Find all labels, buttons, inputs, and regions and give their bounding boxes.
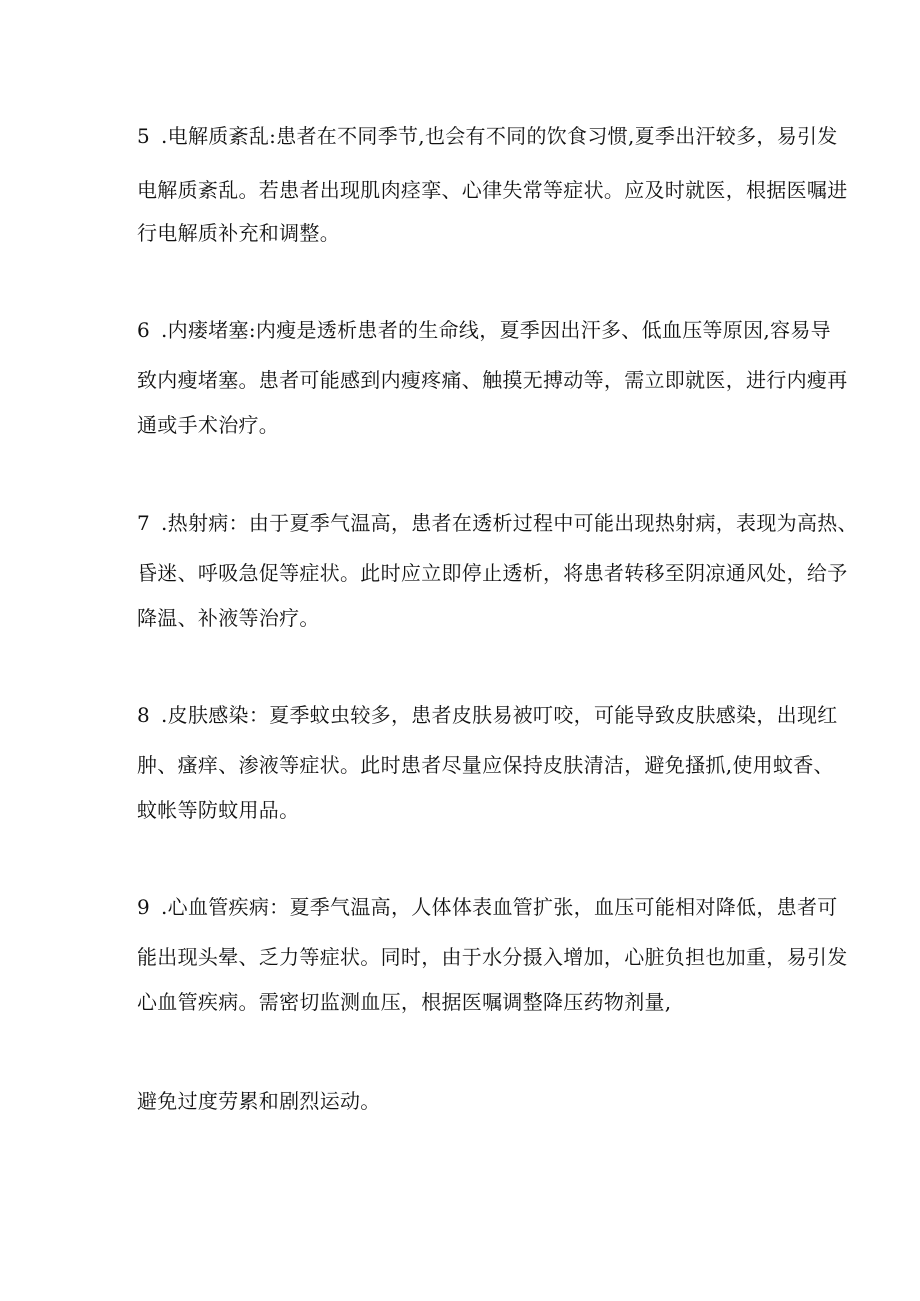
paragraph-5-text-1: .电解质紊乱:患者在不同季节,也会有不同的饮食习惯,夏季出汗较多，易引发 bbox=[161, 124, 838, 148]
paragraph-7-number: 7 bbox=[137, 511, 151, 535]
paragraph-6-line-2: 致内瘦堵塞。患者可能感到内瘦疼痛、触摸无搏动等，需立即就医，进行内瘦再 bbox=[137, 368, 848, 392]
paragraph-7-line-1 bbox=[137, 511, 858, 535]
paragraph-9-line-1 bbox=[137, 895, 838, 919]
paragraph-9-number: 9 bbox=[137, 895, 151, 919]
trailing-line: 避免过度劳累和剧烈运动。 bbox=[137, 1089, 381, 1113]
paragraph-9-line-2: 能出现头晕、乏力等症状。同时，由于水分摄入增加，心脏负担也加重，易引发 bbox=[137, 945, 848, 969]
paragraph-8-line-2: 肿、瘙痒、渗液等症状。此时患者尽量应保持皮肤清洁，避免搔抓,使用蚊香、 bbox=[137, 753, 834, 777]
paragraph-8-line-1 bbox=[137, 703, 838, 727]
paragraph-7-line-3: 降温、补液等治疗。 bbox=[137, 606, 320, 630]
paragraph-8-text-1: .皮肤感染：夏季蚊虫较多，患者皮肤易被叮咬，可能导致皮肤感染，出现红 bbox=[161, 703, 838, 727]
paragraph-6-number: 6 bbox=[137, 318, 151, 342]
paragraph-6-line-1 bbox=[137, 318, 831, 342]
paragraph-8-line-3: 蚊帐等防蚊用品。 bbox=[137, 798, 300, 822]
paragraph-5-number: 5 bbox=[137, 124, 151, 148]
paragraph-9-text-1: .心血管疾病：夏季气温高，人体体表血管扩张，血压可能相对降低，患者可 bbox=[161, 895, 838, 919]
paragraph-5-line-2: 电解质紊乱。若患者出现肌肉痉挛、心律失常等症状。应及时就医，根据医嘱进 bbox=[137, 178, 848, 202]
paragraph-6-text-1: .内瘘堵塞:内瘦是透析患者的生命线，夏季因出汗多、低血压等原因,容易导 bbox=[161, 318, 831, 342]
paragraph-7-line-2: 昏迷、呼吸急促等症状。此时应立即停止透析，将患者转移至阴凉通风处，给予 bbox=[137, 561, 848, 585]
paragraph-7-text-1: .热射病：由于夏季气温高，患者在透析过程中可能出现热射病，表现为高热、 bbox=[161, 511, 858, 535]
paragraph-5-line-1 bbox=[137, 124, 838, 148]
paragraph-6-line-3: 通或手术治疗。 bbox=[137, 413, 280, 437]
paragraph-9-line-3: 心血管疾病。需密切监测血压，根据医嘱调整降压药物剂量, bbox=[137, 990, 672, 1014]
paragraph-5-line-3: 行电解质补充和调整。 bbox=[137, 221, 340, 245]
paragraph-8-number: 8 bbox=[137, 703, 151, 727]
